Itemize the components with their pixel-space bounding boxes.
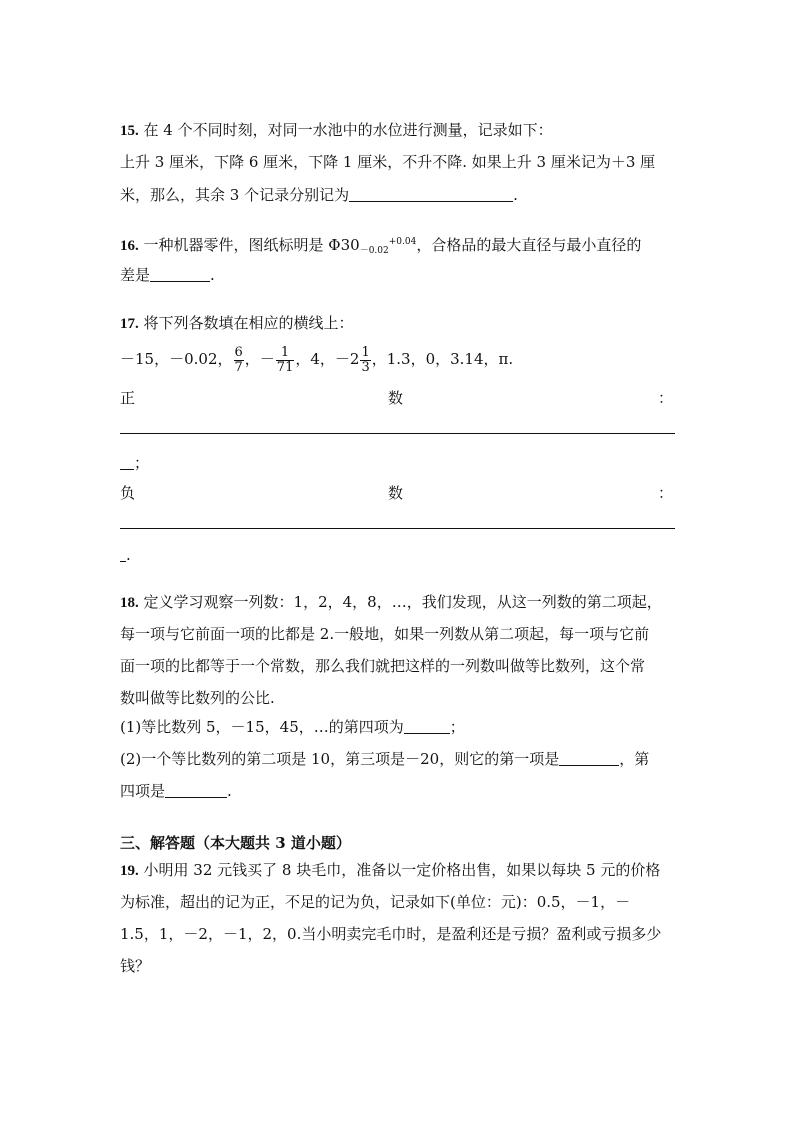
positive-label-1: 正 — [120, 389, 136, 407]
q17-numbers-part2: ，－ — [244, 350, 275, 368]
q15-text-line1: 在 4 个不同时刻，对同一水池中的水位进行测量，记录如下： — [143, 121, 553, 139]
fraction-denominator: 7 — [234, 359, 243, 375]
q19-text-line2: 为标准，超出的记为正，不足的记为负，记录如下(单位：元)：0.5，－1，－ — [120, 893, 631, 911]
q18-part2-mid: ，第 — [619, 750, 650, 768]
fraction-denominator: 71 — [276, 359, 294, 375]
q16-tolerance-low: －0.02 — [359, 246, 389, 256]
q16-number: 16. — [120, 238, 139, 254]
q18-text-line1: 定义学习观察一列数：1，2，4，8，…，我们发现，从这一列数的第二项起， — [143, 593, 662, 611]
q16-line1 — [120, 235, 675, 259]
q18-part2-line2 — [120, 783, 675, 799]
q17-numbers — [120, 342, 675, 376]
fraction-numerator: 1 — [361, 344, 370, 360]
q16-tolerance-high: +0.04 — [388, 237, 417, 247]
q18-number: 18. — [120, 595, 139, 611]
q19-text-line3: 1.5，1，－2，－1，2，0.当小明卖完毛巾时，是盈利还是亏损？盈利或亏损多少 — [120, 925, 662, 943]
q18-part2-period: . — [227, 782, 232, 800]
positive-end — [120, 452, 149, 473]
q18-part2 — [120, 751, 675, 767]
q18-text-line2: 每一项与它前面一项的比都是 2.一般地，如果一列数从第二项起，每一项与它前 — [120, 625, 650, 643]
negative-answer-line[interactable] — [120, 528, 675, 529]
q16-text-post: ，合格品的最大直径与最小直径的 — [416, 236, 642, 254]
q18-part2-blank-fourth[interactable] — [165, 783, 227, 798]
q16-period: . — [210, 266, 215, 284]
q19-line1 — [120, 863, 675, 879]
q18-part1-text: (1)等比数列 5，－15，45，…的第四项为 — [120, 718, 404, 736]
q17-line1 — [120, 316, 675, 332]
q17-title: 将下列各数填在相应的横线上： — [143, 314, 354, 332]
q18-text-line4: 数叫做等比数列的公比. — [120, 689, 275, 707]
positive-answer-line[interactable] — [120, 433, 675, 434]
negative-label-2: 数 — [388, 484, 404, 502]
fraction-numerator: 6 — [234, 344, 243, 360]
q18-part1-semicolon: ； — [449, 718, 465, 736]
q16-answer-blank[interactable] — [150, 267, 210, 282]
fraction-denominator: 3 — [361, 359, 370, 375]
q18-part1 — [120, 719, 675, 735]
q15-line3 — [120, 187, 675, 203]
negative-label-1: 负 — [120, 484, 136, 502]
q17-numbers-part1: －15，－0.02， — [120, 350, 233, 368]
positive-label-2: 数 — [388, 389, 404, 407]
fraction-1-3 — [360, 346, 370, 375]
q15-number: 15. — [120, 123, 139, 139]
fraction-numerator: 1 — [276, 346, 295, 361]
q15-text-line2: 上升 3 厘米，下降 6 厘米，下降 1 厘米，不升不降. 如果上升 3 厘米记为＋3 厘 — [120, 153, 656, 171]
q18-part1-blank[interactable] — [404, 719, 450, 734]
section-3-heading: 三、解答题（本大题共 3 道小题） — [120, 834, 351, 852]
q18-text-line3: 面一项的比都等于一个常数，那么我们就把这样的一列数叫做等比数列，这个常 — [120, 657, 646, 675]
q18-part2-text: (2)一个等比数列的第二项是 10，第三项是－20，则它的第一项是 — [120, 750, 560, 768]
positive-answer-blank-tail[interactable] — [120, 455, 134, 470]
fraction-1-71 — [276, 346, 295, 375]
negative-period: . — [126, 546, 131, 564]
q18-part2-line2-text: 四项是 — [120, 782, 166, 800]
q18-part2-blank-first[interactable] — [559, 751, 619, 766]
q17-numbers-part3: ，4，－2 — [295, 350, 360, 368]
q19-text-line4: 钱？ — [120, 957, 151, 975]
q15-text-line3: 米，那么，其余 3 个记录分别记为 — [120, 186, 350, 204]
q17-number: 17. — [120, 316, 139, 332]
q18-line1 — [120, 595, 675, 611]
q16-line2 — [120, 267, 675, 283]
negative-colon: ： — [658, 484, 674, 502]
q16-text-pre: 一种机器零件，图纸标明是 Φ30 — [143, 236, 360, 254]
positive-colon: ： — [658, 389, 674, 407]
q15-answer-blank[interactable] — [349, 187, 513, 202]
fraction-6-7 — [234, 346, 244, 375]
q15-line1 — [120, 123, 675, 139]
q15-period: . — [513, 186, 518, 204]
positive-semicolon: ； — [134, 454, 150, 472]
q17-numbers-part4: ，1.3，0，3.14，π. — [371, 350, 514, 368]
q19-number: 19. — [120, 863, 139, 879]
q19-text-line1: 小明用 32 元钱买了 8 块毛巾，准备以一定价格出售，如果以每块 5 元的价格 — [143, 861, 661, 879]
q16-text-line2: 差是 — [120, 266, 151, 284]
negative-end — [120, 546, 131, 564]
